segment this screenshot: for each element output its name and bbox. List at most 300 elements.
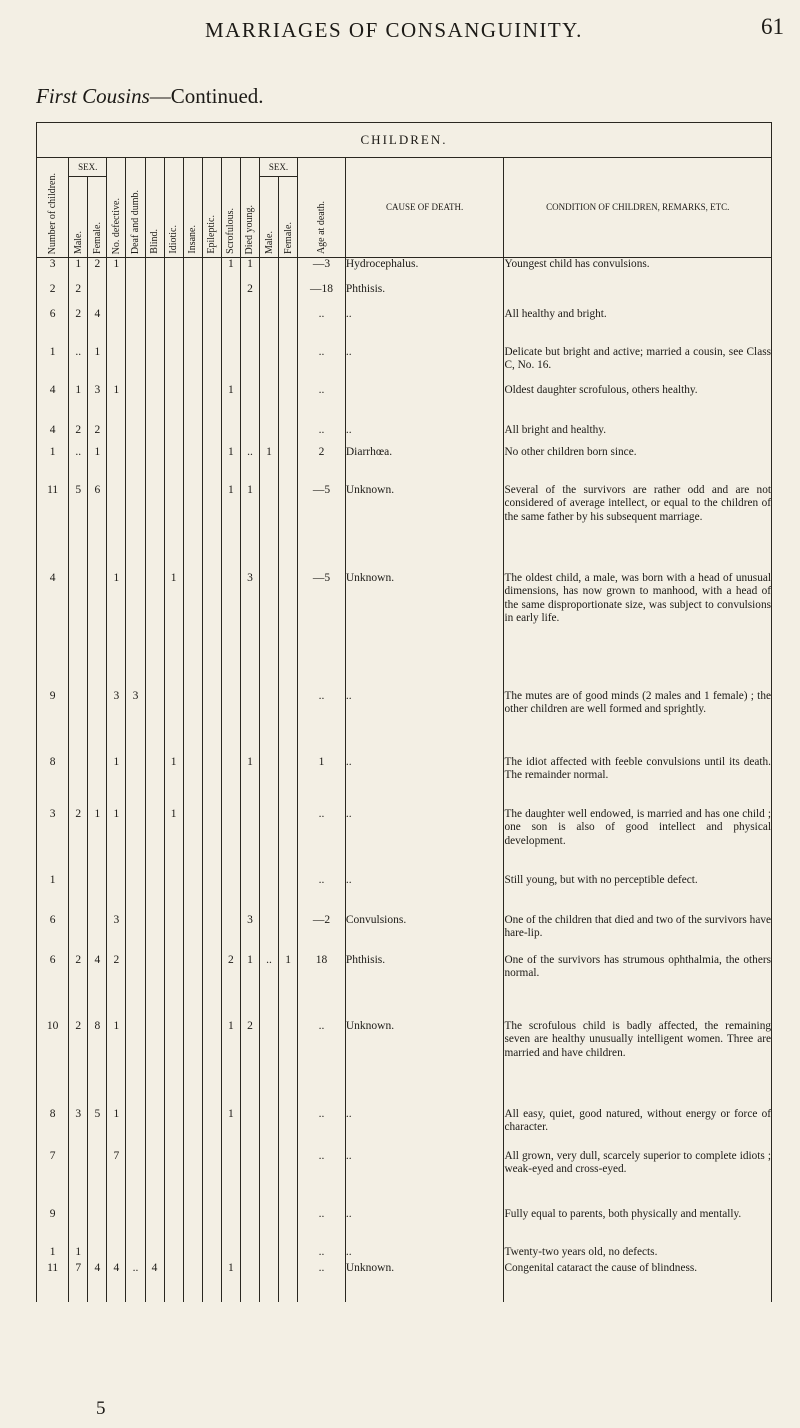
cell-insane (183, 690, 202, 756)
table-row (37, 874, 772, 914)
cell-male: 1 (69, 384, 88, 424)
cell-deaf-dumb (126, 914, 145, 954)
col-number-of-children: Number of children. (37, 158, 69, 258)
cell-epileptic (202, 808, 221, 874)
cell-blind (145, 1108, 164, 1150)
cell-blind (145, 1246, 164, 1262)
cell-scrofulous (221, 424, 240, 446)
table-banner: CHILDREN. (37, 123, 772, 158)
cell-male: 2 (69, 308, 88, 346)
cell-epileptic (202, 258, 221, 283)
cell-died-female (279, 283, 298, 308)
cell-cause: Hydrocephalus. (345, 258, 504, 283)
page-header-title: MARRIAGES OF CONSANGUINITY. (205, 18, 583, 42)
cell-scrofulous (221, 808, 240, 874)
cell-insane (183, 572, 202, 690)
col-blind: Blind. (145, 158, 164, 258)
cell-remark: Delicate but bright and active; married a cousin, see Class C, No. 16. (504, 346, 772, 384)
cell-insane (183, 384, 202, 424)
cell-number: 11 (37, 484, 69, 572)
cell-cause: .. (345, 1150, 504, 1208)
cell-died-young (240, 384, 259, 424)
cell-scrofulous (221, 1150, 240, 1208)
cell-blind (145, 1208, 164, 1246)
cell-insane (183, 1020, 202, 1108)
col-insane: Insane. (183, 158, 202, 258)
cell-scrofulous: 1 (221, 1020, 240, 1108)
cell-deaf-dumb (126, 446, 145, 484)
cell-idiotic (164, 1020, 183, 1108)
cell-blind (145, 258, 164, 283)
cell-epileptic (202, 1108, 221, 1150)
cell-male: 2 (69, 424, 88, 446)
cell-died-male: .. (259, 954, 278, 1020)
cell-died-male (259, 808, 278, 874)
cell-idiotic (164, 308, 183, 346)
cell-died-female: 1 (279, 954, 298, 1020)
cell-remark: The daughter well endowed, is married and has one child ; one son is also of good intellect and physical development. (504, 808, 772, 874)
cell-died-female (279, 308, 298, 346)
col-idiotic: Idiotic. (164, 158, 183, 258)
table-row (37, 756, 772, 808)
cell-female (88, 914, 107, 954)
cell-age: —5 (298, 572, 346, 690)
cell-scrofulous: 1 (221, 446, 240, 484)
cell-blind (145, 914, 164, 954)
cell-male (69, 1208, 88, 1246)
cell-epileptic (202, 384, 221, 424)
cell-died-male (259, 283, 278, 308)
cell-blind (145, 954, 164, 1020)
table-row (37, 258, 772, 283)
cell-male: 5 (69, 484, 88, 572)
cell-female (88, 874, 107, 914)
cell-male: 1 (69, 1246, 88, 1262)
cell-died-male (259, 756, 278, 808)
cell-deaf-dumb (126, 424, 145, 446)
cell-remark (504, 283, 772, 308)
cell-insane (183, 308, 202, 346)
cell-died-young (240, 308, 259, 346)
cell-age: .. (298, 874, 346, 914)
cell-insane (183, 346, 202, 384)
cell-scrofulous: 1 (221, 1262, 240, 1302)
cell-died-young: 1 (240, 756, 259, 808)
cell-cause (345, 384, 504, 424)
cell-deaf-dumb: .. (126, 1262, 145, 1302)
cell-defective: 1 (107, 1108, 126, 1150)
cell-died-female (279, 424, 298, 446)
cell-number: 8 (37, 1108, 69, 1150)
cell-insane (183, 808, 202, 874)
col-condition-remarks: CONDITION OF CHILDREN, REMARKS, ETC. (504, 158, 772, 258)
cell-epileptic (202, 1262, 221, 1302)
cell-female (88, 1150, 107, 1208)
cell-male (69, 756, 88, 808)
cell-remark: The mutes are of good minds (2 males and 1 female) ; the other children are well formed and sprightly. (504, 690, 772, 756)
cell-female: 3 (88, 384, 107, 424)
cell-age: .. (298, 308, 346, 346)
cell-died-female (279, 258, 298, 283)
cell-cause: .. (345, 690, 504, 756)
cell-number: 2 (37, 283, 69, 308)
cell-died-young (240, 808, 259, 874)
cell-defective (107, 484, 126, 572)
table-row (37, 1150, 772, 1208)
cell-deaf-dumb (126, 756, 145, 808)
cell-female (88, 756, 107, 808)
table-row (37, 1108, 772, 1150)
col-died-young: Died young. (240, 158, 259, 258)
col-female: Female. (88, 177, 107, 258)
children-table (36, 122, 772, 1302)
cell-died-male (259, 1020, 278, 1108)
cell-cause: .. (345, 1208, 504, 1246)
cell-deaf-dumb (126, 1108, 145, 1150)
cell-male: 2 (69, 283, 88, 308)
cell-idiotic (164, 384, 183, 424)
cell-female: 8 (88, 1020, 107, 1108)
cell-age: —18 (298, 283, 346, 308)
cell-number: 11 (37, 1262, 69, 1302)
cell-insane (183, 954, 202, 1020)
cell-died-male (259, 1150, 278, 1208)
cell-epileptic (202, 1150, 221, 1208)
col-cause-of-death: CAUSE OF DEATH. (345, 158, 504, 258)
cell-defective: 1 (107, 258, 126, 283)
cell-died-young (240, 346, 259, 384)
cell-blind: 4 (145, 1262, 164, 1302)
cell-defective: 3 (107, 690, 126, 756)
cell-remark: One of the children that died and two of the survivors have hare-lip. (504, 914, 772, 954)
cell-male: 2 (69, 1020, 88, 1108)
cell-blind (145, 308, 164, 346)
cell-cause: Convulsions. (345, 914, 504, 954)
cell-idiotic: 1 (164, 572, 183, 690)
cell-idiotic (164, 258, 183, 283)
table-row (37, 484, 772, 572)
cell-age: .. (298, 1150, 346, 1208)
cell-cause: Unknown. (345, 484, 504, 572)
cell-died-female (279, 384, 298, 424)
cell-died-young (240, 1246, 259, 1262)
cell-died-female (279, 1020, 298, 1108)
page-number: 61 (761, 14, 784, 39)
cell-female: 5 (88, 1108, 107, 1150)
cell-remark: Twenty-two years old, no defects. (504, 1246, 772, 1262)
cell-blind (145, 808, 164, 874)
cell-epileptic (202, 1020, 221, 1108)
cell-remark: The oldest child, a male, was born with a head of unusual dimensions, has now grown to manhood, with a head of the same disproportionate size, was subject to convulsions in early life. (504, 572, 772, 690)
cell-cause: Unknown. (345, 572, 504, 690)
cell-age: —5 (298, 484, 346, 572)
cell-cause: Diarrhœa. (345, 446, 504, 484)
cell-idiotic (164, 1246, 183, 1262)
cell-blind (145, 1150, 164, 1208)
cell-age: .. (298, 1208, 346, 1246)
cell-scrofulous (221, 1246, 240, 1262)
cell-female: 6 (88, 484, 107, 572)
cell-defective: 3 (107, 914, 126, 954)
cell-died-female (279, 484, 298, 572)
cell-died-young: .. (240, 446, 259, 484)
section-subtitle (36, 84, 264, 109)
cell-cause: .. (345, 756, 504, 808)
cell-died-female (279, 874, 298, 914)
cell-epileptic (202, 1246, 221, 1262)
table-row (37, 572, 772, 690)
cell-male: 3 (69, 1108, 88, 1150)
cell-died-young: 2 (240, 283, 259, 308)
cell-idiotic: 1 (164, 808, 183, 874)
cell-deaf-dumb (126, 1150, 145, 1208)
cell-died-male (259, 1208, 278, 1246)
cell-number: 9 (37, 1208, 69, 1246)
cell-female (88, 690, 107, 756)
cell-deaf-dumb (126, 1246, 145, 1262)
cell-female: 4 (88, 308, 107, 346)
cell-remark: Youngest child has convulsions. (504, 258, 772, 283)
cell-insane (183, 424, 202, 446)
cell-number: 1 (37, 1246, 69, 1262)
cell-number: 6 (37, 954, 69, 1020)
cell-died-male (259, 346, 278, 384)
cell-insane (183, 258, 202, 283)
col-scrofulous: Scrofulous. (221, 158, 240, 258)
col-age-at-death: Age at death. (298, 158, 346, 258)
table-row (37, 384, 772, 424)
cell-deaf-dumb (126, 258, 145, 283)
cell-died-young (240, 1208, 259, 1246)
cell-cause: .. (345, 1108, 504, 1150)
cell-epileptic (202, 954, 221, 1020)
table-row (37, 424, 772, 446)
cell-defective (107, 308, 126, 346)
cell-died-female (279, 1246, 298, 1262)
cell-died-female (279, 446, 298, 484)
cell-died-male (259, 258, 278, 283)
cell-remark: One of the survivors has strumous ophthalmia, the others normal. (504, 954, 772, 1020)
running-head (0, 10, 800, 50)
cell-defective (107, 874, 126, 914)
cell-deaf-dumb (126, 283, 145, 308)
cell-female: 1 (88, 346, 107, 384)
cell-defective (107, 283, 126, 308)
cell-epileptic (202, 424, 221, 446)
table-row (37, 308, 772, 346)
cell-scrofulous (221, 283, 240, 308)
cell-deaf-dumb (126, 954, 145, 1020)
cell-deaf-dumb (126, 308, 145, 346)
cell-cause: .. (345, 808, 504, 874)
cell-scrofulous: 2 (221, 954, 240, 1020)
cell-blind (145, 283, 164, 308)
cell-died-young: 3 (240, 914, 259, 954)
cell-age: .. (298, 1246, 346, 1262)
table-row (37, 914, 772, 954)
cell-blind (145, 484, 164, 572)
cell-remark: Fully equal to parents, both physically and mentally. (504, 1208, 772, 1246)
cell-blind (145, 690, 164, 756)
cell-idiotic (164, 914, 183, 954)
cell-scrofulous: 1 (221, 1108, 240, 1150)
cell-age: .. (298, 424, 346, 446)
cell-epileptic (202, 308, 221, 346)
cell-defective: 1 (107, 808, 126, 874)
cell-died-male (259, 1108, 278, 1150)
cell-female (88, 283, 107, 308)
cell-defective: 2 (107, 954, 126, 1020)
cell-number: 1 (37, 346, 69, 384)
cell-female: 4 (88, 1262, 107, 1302)
cell-number: 6 (37, 308, 69, 346)
cell-died-male (259, 572, 278, 690)
cell-remark: All bright and healthy. (504, 424, 772, 446)
col-epileptic: Epileptic. (202, 158, 221, 258)
cell-defective: 1 (107, 384, 126, 424)
table-row (37, 1020, 772, 1108)
cell-insane (183, 1262, 202, 1302)
cell-number: 8 (37, 756, 69, 808)
cell-male: 2 (69, 954, 88, 1020)
cell-deaf-dumb (126, 484, 145, 572)
cell-blind (145, 572, 164, 690)
cell-female: 1 (88, 808, 107, 874)
cell-died-male (259, 1262, 278, 1302)
cell-idiotic (164, 446, 183, 484)
cell-age: 1 (298, 756, 346, 808)
cell-cause: .. (345, 308, 504, 346)
cell-blind (145, 446, 164, 484)
cell-died-female (279, 756, 298, 808)
subtitle-continued: —Continued. (149, 84, 264, 108)
cell-male: 2 (69, 808, 88, 874)
cell-died-female (279, 572, 298, 690)
cell-age: .. (298, 690, 346, 756)
cell-female (88, 1208, 107, 1246)
cell-remark: All grown, very dull, scarcely superior to complete idiots ; weak-eyed and cross-eyed. (504, 1150, 772, 1208)
cell-insane (183, 874, 202, 914)
cell-died-female (279, 1262, 298, 1302)
cell-died-male (259, 914, 278, 954)
cell-scrofulous (221, 1208, 240, 1246)
cell-scrofulous (221, 308, 240, 346)
cell-remark: All easy, quiet, good natured, without energy or force of character. (504, 1108, 772, 1150)
cell-number: 3 (37, 258, 69, 283)
cell-idiotic (164, 690, 183, 756)
cell-epileptic (202, 756, 221, 808)
cell-died-young (240, 1262, 259, 1302)
cell-defective (107, 446, 126, 484)
table-row (37, 346, 772, 384)
table-row (37, 954, 772, 1020)
cell-cause: .. (345, 346, 504, 384)
cell-cause: .. (345, 874, 504, 914)
cell-scrofulous (221, 874, 240, 914)
cell-deaf-dumb (126, 346, 145, 384)
cell-insane (183, 756, 202, 808)
cell-died-female (279, 1150, 298, 1208)
cell-died-male (259, 424, 278, 446)
table-row (37, 283, 772, 308)
cell-female: 2 (88, 258, 107, 283)
died-sex-group-header: SEX. (259, 158, 297, 177)
cell-died-young (240, 1108, 259, 1150)
cell-died-young: 3 (240, 572, 259, 690)
cell-insane (183, 283, 202, 308)
cell-epileptic (202, 446, 221, 484)
cell-number: 7 (37, 1150, 69, 1208)
cell-epileptic (202, 690, 221, 756)
cell-defective (107, 424, 126, 446)
cell-died-female (279, 914, 298, 954)
cell-defective: 7 (107, 1150, 126, 1208)
cell-scrofulous (221, 572, 240, 690)
cell-male: 7 (69, 1262, 88, 1302)
table-row (37, 808, 772, 874)
cell-idiotic (164, 874, 183, 914)
col-defective: No. defective. (107, 158, 126, 258)
cell-epileptic (202, 484, 221, 572)
cell-female: 2 (88, 424, 107, 446)
cell-remark: All healthy and bright. (504, 308, 772, 346)
cell-defective (107, 346, 126, 384)
cell-number: 4 (37, 384, 69, 424)
cell-number: 10 (37, 1020, 69, 1108)
table-body (37, 258, 772, 1302)
cell-cause: Phthisis. (345, 283, 504, 308)
cell-died-female (279, 808, 298, 874)
cell-insane (183, 446, 202, 484)
signature-mark: 5 (96, 1398, 106, 1419)
cell-number: 3 (37, 808, 69, 874)
cell-idiotic (164, 283, 183, 308)
cell-insane (183, 1108, 202, 1150)
cell-epileptic (202, 1208, 221, 1246)
cell-remark: The idiot affected with feeble convulsions until its death. The remainder normal. (504, 756, 772, 808)
cell-male: 1 (69, 258, 88, 283)
cell-remark: No other children born since. (504, 446, 772, 484)
cell-died-female (279, 346, 298, 384)
cell-defective: 1 (107, 1020, 126, 1108)
cell-died-male: 1 (259, 446, 278, 484)
cell-died-male (259, 308, 278, 346)
cell-age: .. (298, 1108, 346, 1150)
cell-female: 4 (88, 954, 107, 1020)
cell-defective (107, 1208, 126, 1246)
table-row (37, 690, 772, 756)
cell-number: 6 (37, 914, 69, 954)
cell-cause: .. (345, 424, 504, 446)
cell-scrofulous (221, 756, 240, 808)
cell-died-female (279, 690, 298, 756)
cell-defective: 4 (107, 1262, 126, 1302)
cell-deaf-dumb: 3 (126, 690, 145, 756)
cell-age: .. (298, 1262, 346, 1302)
cell-blind (145, 384, 164, 424)
cell-died-young (240, 874, 259, 914)
cell-cause: .. (345, 1246, 504, 1262)
cell-deaf-dumb (126, 572, 145, 690)
cell-number: 1 (37, 446, 69, 484)
cell-blind (145, 874, 164, 914)
cell-female: 1 (88, 446, 107, 484)
cell-remark: Several of the survivors are rather odd and are not considered of average intellect, or equal to the children of the same father by his subsequent marriage. (504, 484, 772, 572)
cell-deaf-dumb (126, 384, 145, 424)
cell-died-young (240, 1150, 259, 1208)
col-died-female: Female. (279, 177, 298, 258)
cell-age: .. (298, 808, 346, 874)
